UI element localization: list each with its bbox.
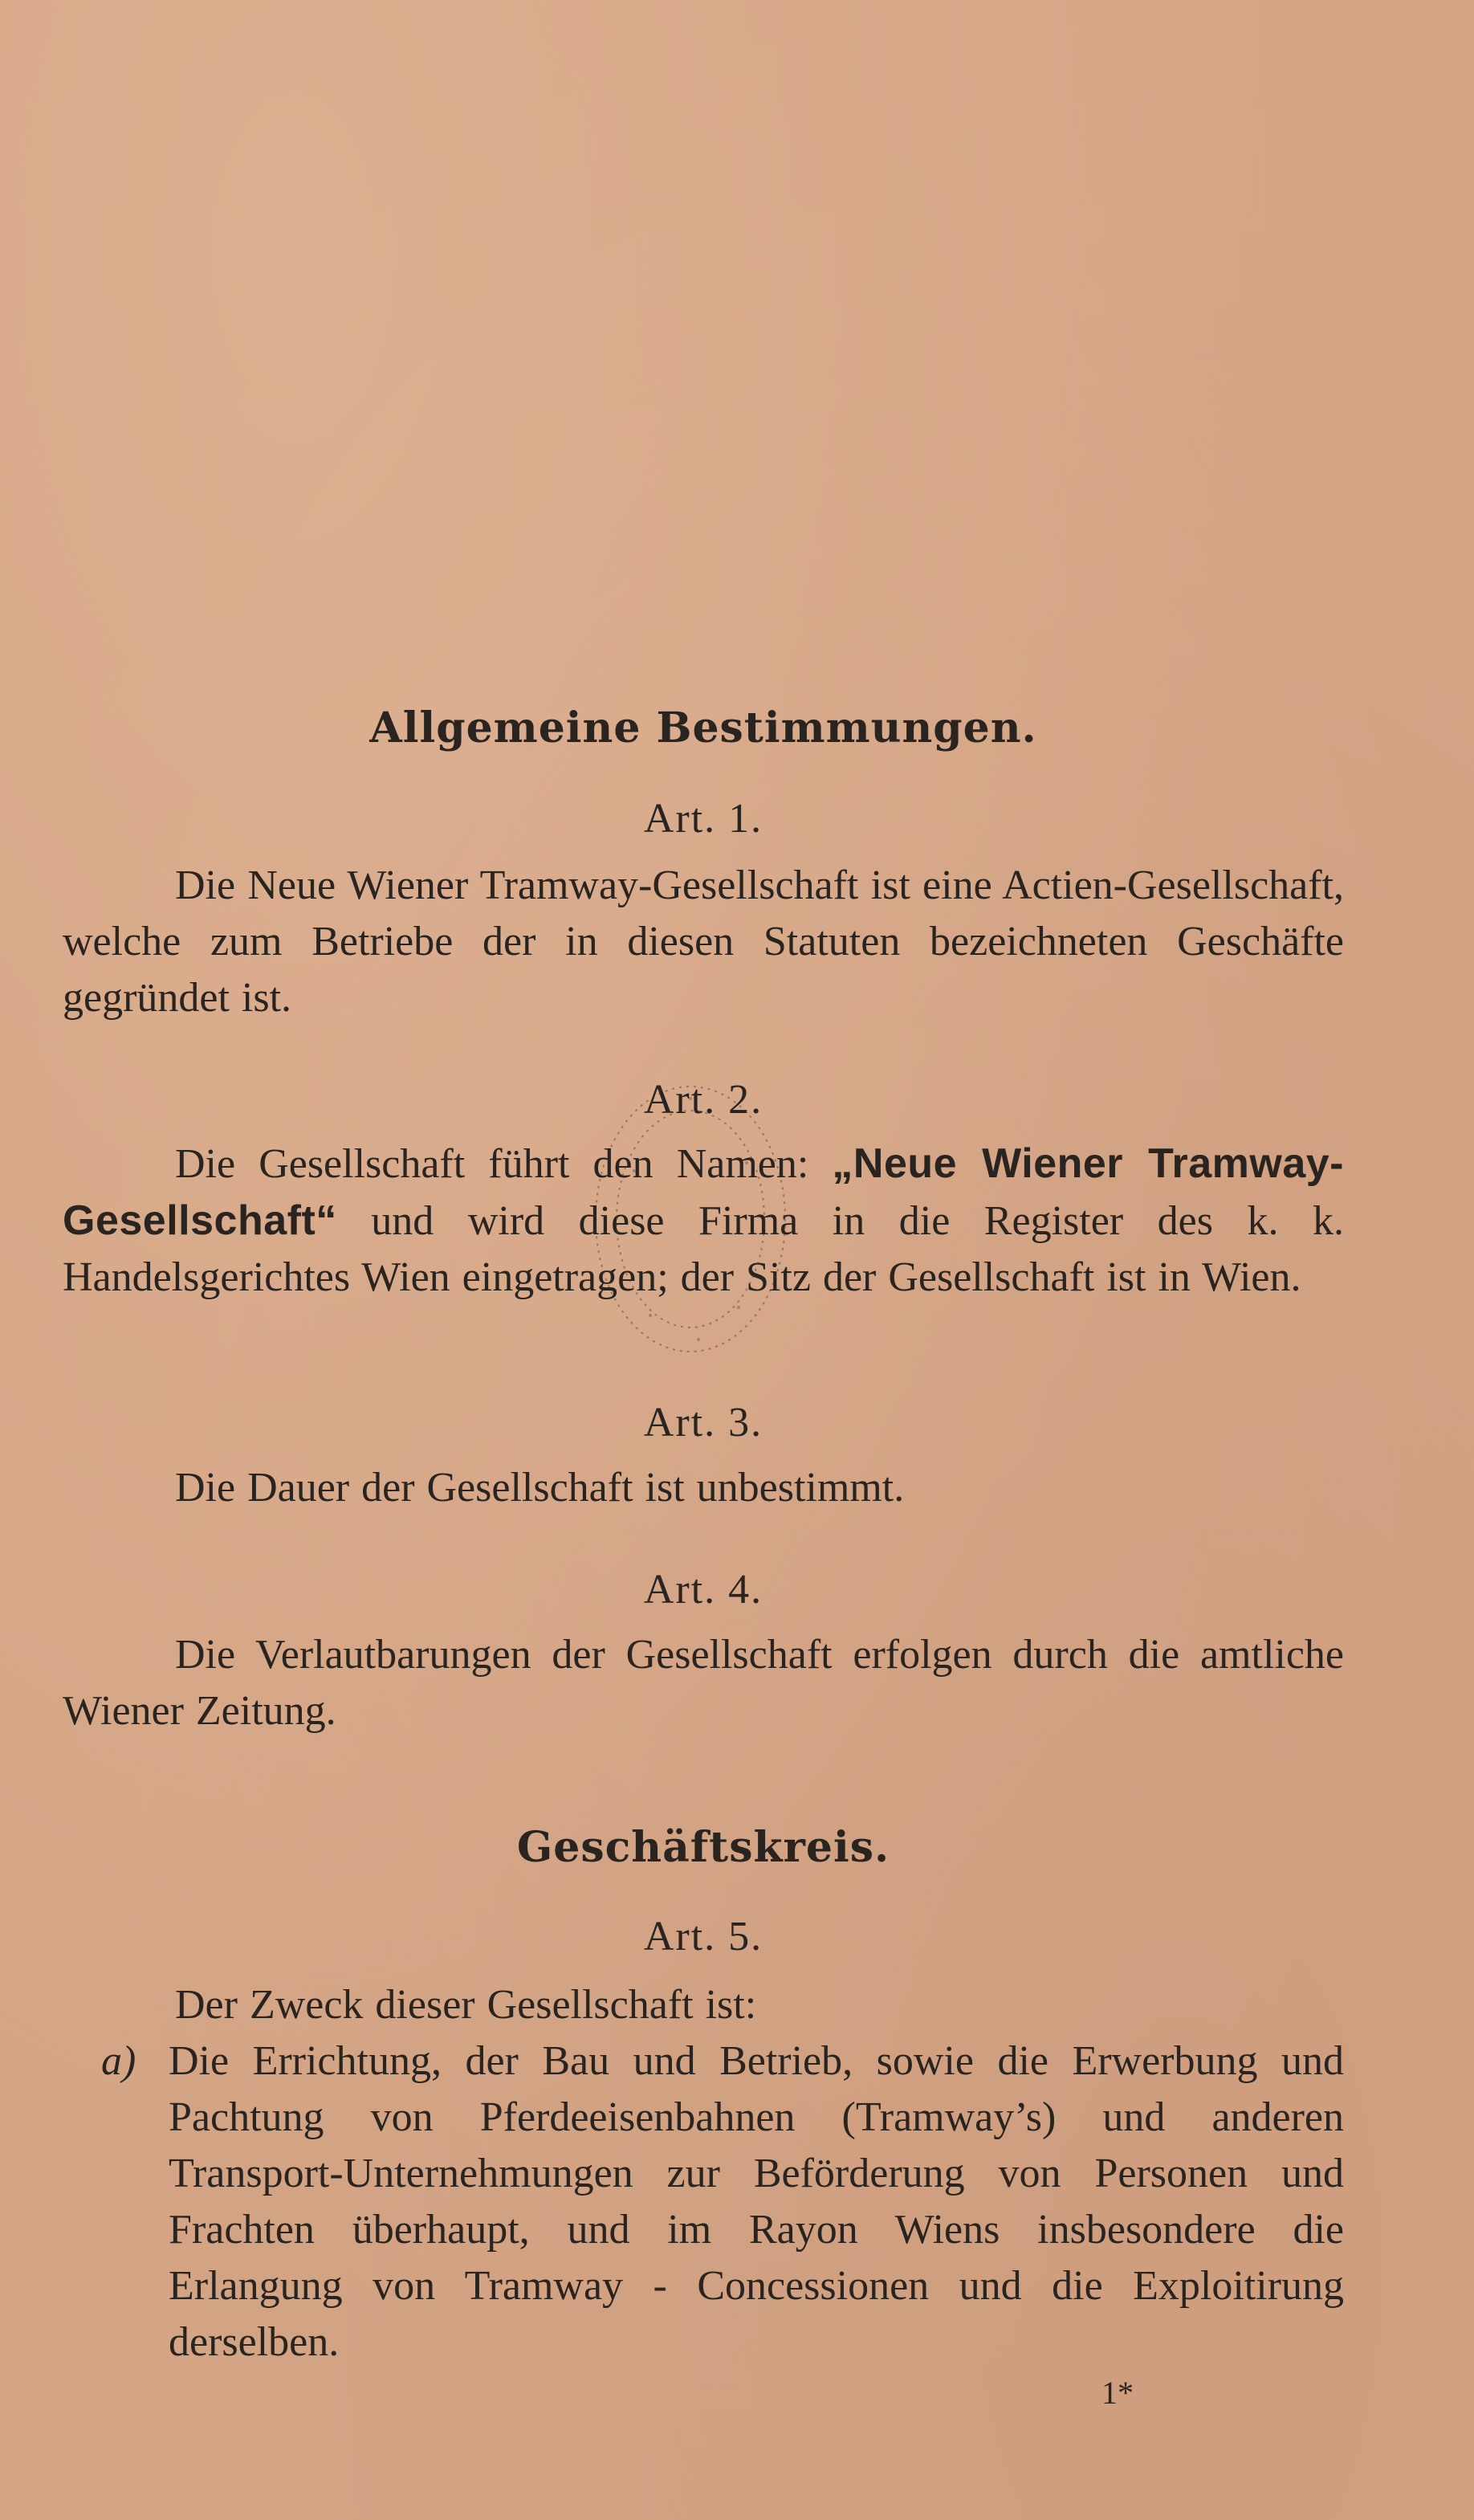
list-item-a [63, 2033, 1344, 2371]
article-4-text: Die Verlautbarungen der Gesellschaft erfolgen durch die amtliche Wiener Zeitung. [63, 1632, 1344, 1734]
article-2-label: Art. 2. [643, 1077, 763, 1123]
article-2-text-after: und wird diese Firma in die Register des k. k. Handelsgerichtes Wien eingetragen; der Sitz der Gesellschaft ist in Wien. [63, 1198, 1344, 1300]
article-3-text: Die Dauer der Gesellschaft ist unbestimmt. [175, 1465, 905, 1511]
list-marker: a) [101, 2038, 136, 2084]
document-page [63, 0, 1344, 2520]
list-item-text: Die Errichtung, der Bau und Betrieb, sowie die Erwerbung und Pachtung von Pferdeeisenbahnen (Tramway’s) und anderen Transport-Unternehmungen zur Beförderung von Personen und Frachten überhaupt, und im Rayon Wiens insbesondere die Erlangung von Tramway - Concessionen und die Exploitirung derselben. [169, 2038, 1344, 2365]
article-1-label: Art. 1. [643, 796, 763, 842]
firm-name: „Neue Wiener Tramway-Gesellschaft“ [63, 1140, 1344, 1244]
article-4-label: Art. 4. [643, 1567, 763, 1613]
article-1-text: Die Neue Wiener Tramway-Gesellschaft ist eine Actien-Gesellschaft, welche zum Betriebe der in diesen Statuten bezeichneten Geschäfte gegründet ist. [63, 862, 1344, 1021]
page-number: 1* [1101, 2375, 1134, 2411]
article-2-text [63, 1136, 1344, 1306]
article-2-text-before: Die Gesellschaft führt den Namen: [175, 1141, 833, 1187]
article-3-label: Art. 3. [643, 1400, 763, 1446]
article-5-intro: Der Zweck dieser Gesellschaft ist: [175, 1982, 757, 2028]
section-heading-business: Geschäftskreis. [516, 1823, 890, 1872]
section-heading-general: Allgemeine Bestimmungen. [369, 703, 1037, 752]
article-5-label: Art. 5. [643, 1914, 763, 1959]
